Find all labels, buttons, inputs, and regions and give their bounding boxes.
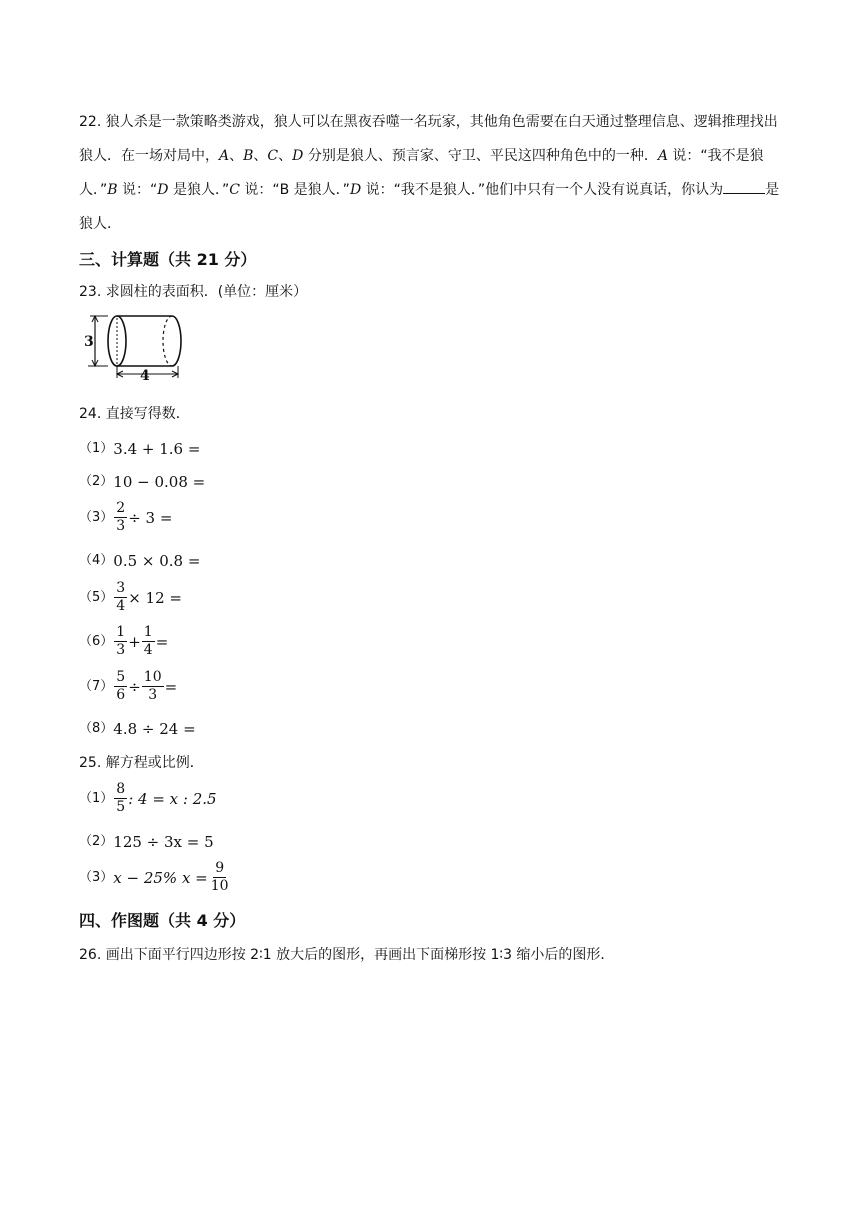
fraction: $\frac{10}{3}$ — [143, 669, 162, 703]
fraction: $\frac{2}{3}$ — [116, 500, 126, 534]
q24-item-2: （2） 10 − 0.08 = — [79, 473, 206, 491]
q24-item-6: （6） $\frac{1}{3}$ + $\frac{1}{4}$ = — [79, 624, 169, 658]
q24-item-1: （1） 3.4 + 1.6 = — [79, 440, 201, 458]
fraction: $\frac{1}{4}$ — [143, 624, 153, 658]
question-23: 23. 求圆柱的表面积．(单位：厘米） — [79, 284, 308, 300]
q25-item-2: （2） 125 ÷ 3x = 5 — [79, 833, 214, 851]
length-label: 4 — [140, 368, 150, 384]
cylinder-diagram — [84, 308, 184, 384]
q24-item-7: （7） $\frac{5}{6}$ ÷ $\frac{10}{3}$ = — [79, 669, 178, 703]
question-number: 22. — [79, 114, 102, 130]
diameter-label: 3 — [84, 334, 94, 350]
q24-item-3: （3） $\frac{2}{3}$ ÷ 3 = — [79, 500, 173, 534]
question-24: 24. 直接写得数． — [79, 406, 190, 422]
fraction: $\frac{8}{5}$ — [116, 781, 126, 815]
fraction: $\frac{5}{6}$ — [116, 669, 126, 703]
q24-item-4: （4） 0.5 × 0.8 = — [79, 552, 201, 570]
question-26: 26. 画出下面平行四边形按 2∶1 放大后的图形，再画出下面梯形按 1∶3 缩小后的图形． — [79, 947, 615, 963]
q25-item-1: （1） $\frac{8}{5}$ : 4 = x : 2.5 — [79, 781, 217, 815]
q25-item-3: （3） x − 25% x = $\frac{9}{10}$ — [79, 860, 229, 894]
fraction: $\frac{9}{10}$ — [210, 860, 229, 894]
section-heading-3: 三、计算题（共 21 分） — [79, 250, 257, 269]
fraction: $\frac{3}{4}$ — [116, 580, 126, 614]
question-25: 25. 解方程或比例． — [79, 755, 204, 771]
q24-item-5: （5） $\frac{3}{4}$ × 12 = — [79, 580, 182, 614]
question-22: 22. 狼人杀是一款策略类游戏，狼人可以在黑夜吞噬一名玩家，其他角色需要在白天通过整理信息、逻辑推理找出狼人．在一场对局中，A、B、C、D 分别是狼人、预言家、守卫、平民这四种角色中的一种．A 说：“我不是狼人．”B 说：“D 是狼人．”C 说：“B 是狼人．”D 说：“我不是狼人．”他们中只有一个人没有说真话，你认为 是狼人． — [79, 114, 780, 232]
fraction: $\frac{1}{3}$ — [116, 624, 126, 658]
section-heading-4: 四、作图题（共 4 分） — [79, 911, 246, 930]
answer-blank[interactable] — [723, 179, 765, 194]
cylinder-figure — [84, 308, 184, 384]
q24-item-8: （8） 4.8 ÷ 24 = — [79, 720, 196, 738]
